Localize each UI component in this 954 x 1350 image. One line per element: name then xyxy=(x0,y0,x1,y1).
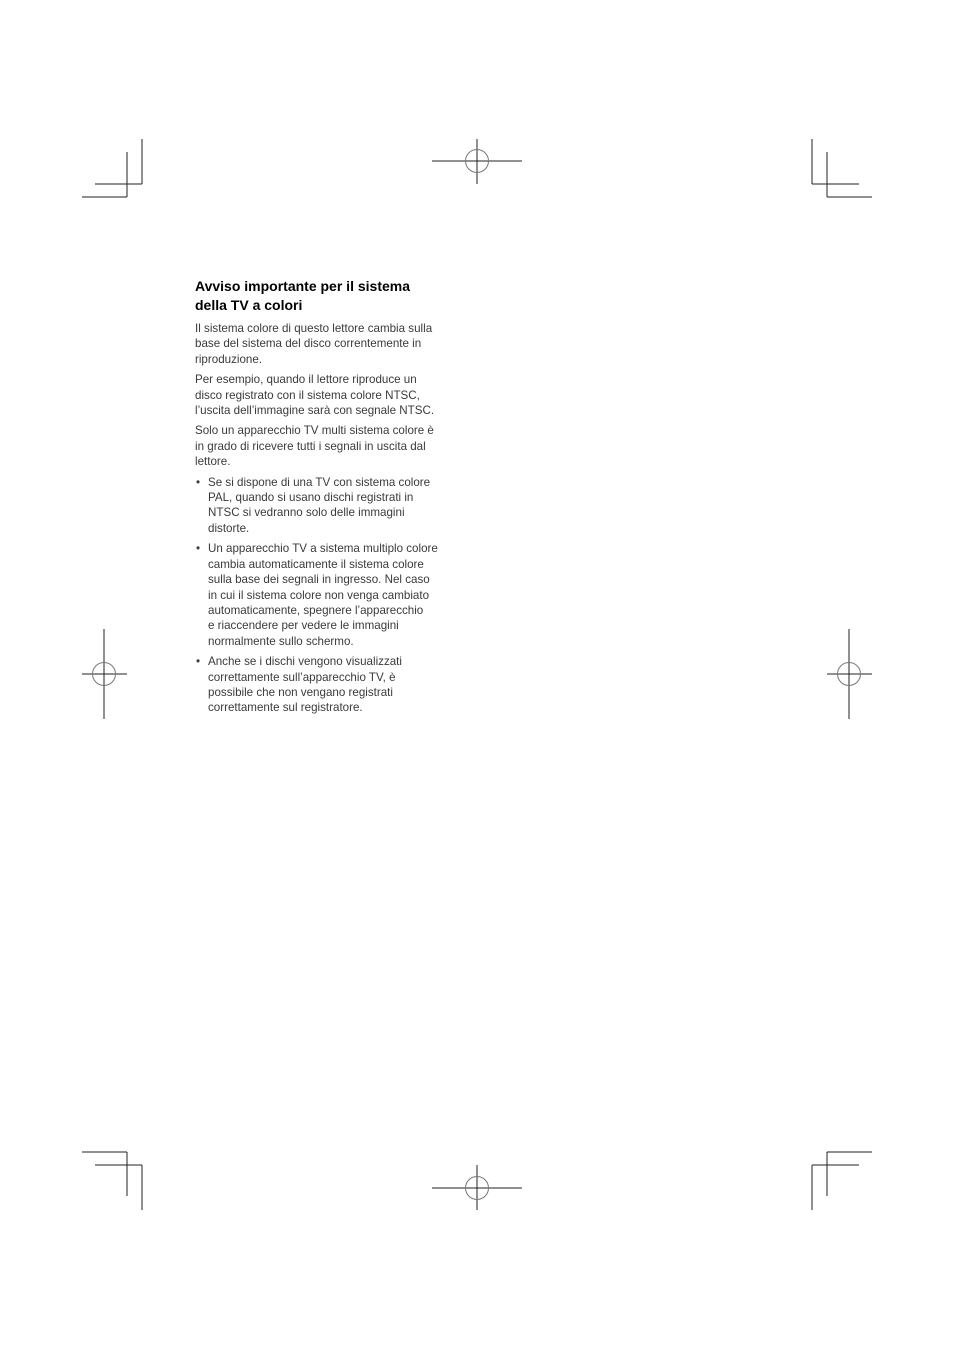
registration-mark-top xyxy=(432,139,522,184)
text-line: possibile che non vengano registrati xyxy=(208,685,393,699)
heading-line: della TV a colori xyxy=(195,297,303,313)
text-line: Un apparecchio TV a sistema multiplo colore xyxy=(208,542,438,556)
content-column xyxy=(195,277,470,721)
text-line: Per esempio, quando il lettore riproduce un xyxy=(195,373,417,387)
text-line: lettore. xyxy=(195,455,231,469)
text-line: l’uscita dell’immagine sarà con segnale NTSC. xyxy=(195,404,435,418)
text-line: automaticamente, spegnere l’apparecchio xyxy=(208,603,424,617)
text-line: Anche se i dischi vengono visualizzati xyxy=(208,655,402,669)
text-line: distorte. xyxy=(208,521,250,535)
crop-mark-top-left xyxy=(82,139,142,197)
list-item xyxy=(195,541,470,649)
text-line: in cui il sistema colore non venga cambiato xyxy=(208,588,430,602)
text-line: Il sistema colore di questo lettore cambia sulla xyxy=(195,322,433,335)
text-line: base del sistema del disco correntemente in xyxy=(195,337,422,351)
text-line: in grado di ricevere tutti i segnali in uscita dal xyxy=(195,439,426,453)
crop-mark-bottom-right xyxy=(812,1152,872,1210)
text-line: Solo un apparecchio TV multi sistema colore è xyxy=(195,424,434,438)
text-line: sulla base dei segnali in ingresso. Nel caso xyxy=(208,573,430,587)
heading-line: Avviso importante per il sistema xyxy=(195,278,410,294)
text-line: e riaccendere per vedere le immagini xyxy=(208,619,399,633)
section-heading xyxy=(195,277,470,315)
bullet-icon: • xyxy=(196,655,201,669)
paragraph xyxy=(195,372,470,418)
text-line: correttamente sul registratore. xyxy=(208,701,363,715)
text-line: correttamente sull’apparecchio TV, è xyxy=(208,670,396,684)
paragraph xyxy=(195,321,470,367)
text-line: riproduzione. xyxy=(195,352,263,366)
registration-mark-bottom xyxy=(432,1165,522,1210)
text-line: Se si dispone di una TV con sistema colore xyxy=(208,475,431,489)
text-line: PAL, quando si usano dischi registrati in xyxy=(208,491,414,505)
text-line: NTSC si vedranno solo delle immagini xyxy=(208,506,405,520)
paragraph xyxy=(195,423,470,469)
text-line: cambia automaticamente il sistema colore xyxy=(208,557,424,571)
text-line: disco registrato con il sistema colore NTSC, xyxy=(195,388,420,402)
crop-mark-bottom-left xyxy=(82,1152,142,1210)
crop-mark-top-right xyxy=(812,139,872,197)
registration-mark-left xyxy=(82,629,127,719)
list-item xyxy=(195,654,470,716)
text-line: normalmente sullo schermo. xyxy=(208,634,354,648)
list-item xyxy=(195,475,470,537)
bullet-icon: • xyxy=(196,542,201,556)
bullet-icon: • xyxy=(196,475,201,489)
bullet-list xyxy=(195,475,470,716)
registration-mark-right xyxy=(827,629,872,719)
